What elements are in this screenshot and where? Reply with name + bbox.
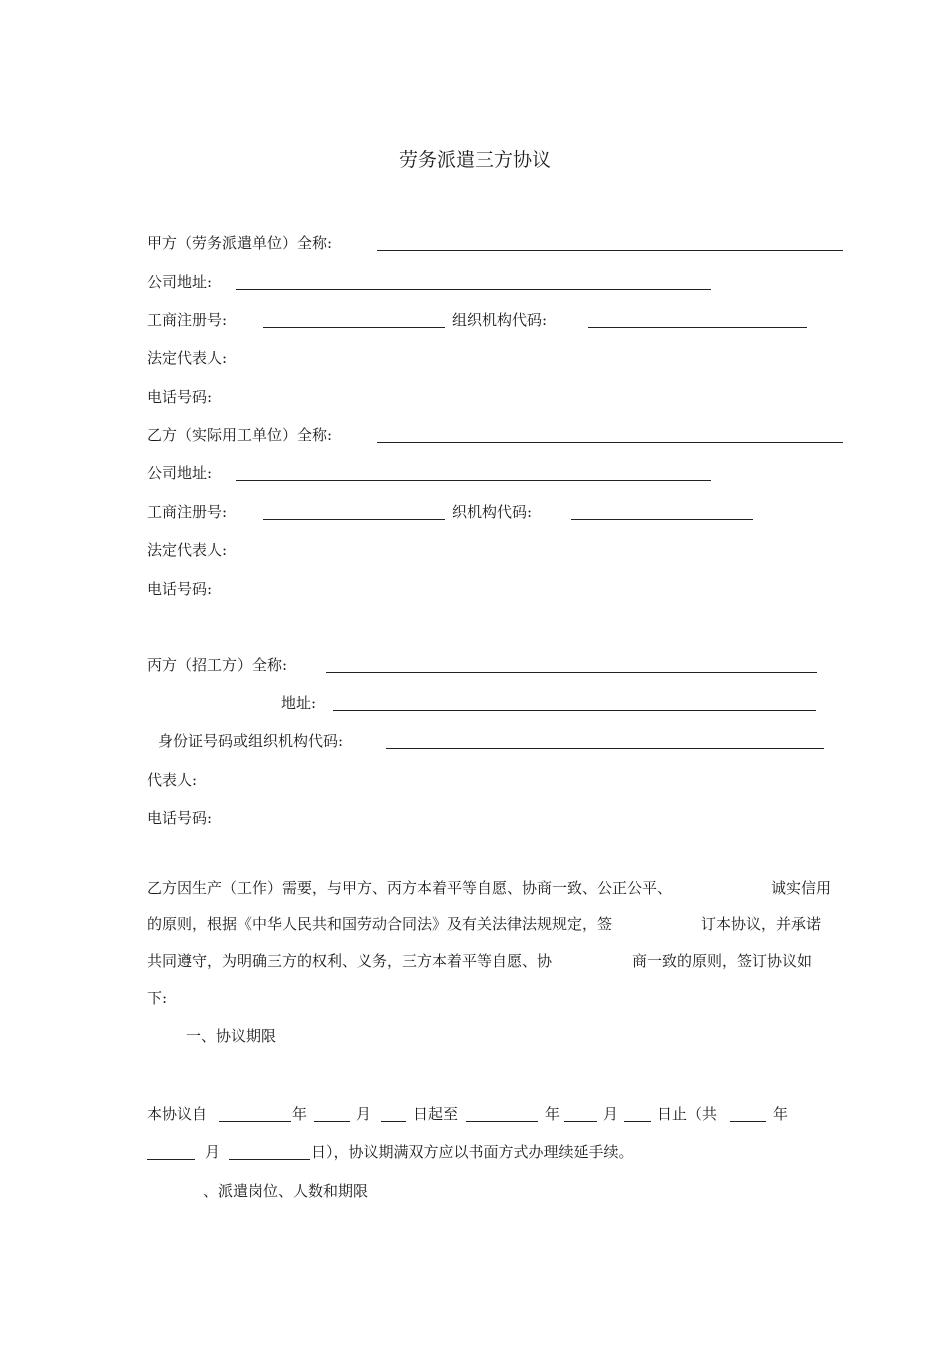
section-2-heading: 、派遣岗位、人数和期限 [203, 1182, 369, 1200]
intro-line-4: 下: [147, 989, 168, 1007]
party-a-org-code-field[interactable] [588, 327, 807, 328]
party-c-id-field[interactable] [386, 748, 824, 749]
start-day-field[interactable] [381, 1121, 406, 1122]
party-a-legal-rep-label: 法定代表人: [147, 349, 228, 367]
start-year-field[interactable] [219, 1121, 291, 1122]
start-year-unit: 年 [292, 1105, 308, 1123]
end-year-field[interactable] [466, 1121, 538, 1122]
party-a-reg-label: 工商注册号: [147, 311, 228, 329]
intro-line-2b: 订本协议，并承诺 [701, 915, 822, 933]
party-c-name-label: 丙方（招工方）全称: [147, 656, 288, 674]
party-b-reg-label: 工商注册号: [147, 503, 228, 521]
total-year-unit: 年 [773, 1105, 789, 1123]
end-year-unit: 年 [545, 1105, 561, 1123]
party-c-address-label: 地址: [281, 694, 317, 712]
end-month-field[interactable] [564, 1121, 597, 1122]
term-renewal-text: 日），协议期满双方应以书面方式办理续延手续。 [311, 1143, 634, 1161]
end-month-unit: 月 [603, 1105, 619, 1123]
intro-line-1a: 乙方因生产（工作）需要，与甲方、丙方本着平等自愿、协商一致、公正公平、 [147, 879, 673, 897]
party-a-reg-field[interactable] [263, 327, 445, 328]
party-c-rep-label: 代表人: [147, 771, 198, 789]
start-month-unit: 月 [356, 1105, 372, 1123]
start-month-field[interactable] [314, 1121, 350, 1122]
party-a-org-code-label: 组织机构代码: [452, 311, 548, 329]
party-b-org-code-label: 织机构代码: [452, 503, 533, 521]
start-day-unit: 日起至 [413, 1105, 459, 1123]
total-month-unit: 月 [205, 1143, 221, 1161]
end-day-field[interactable] [624, 1121, 651, 1122]
party-b-name-label: 乙方（实际用工单位）全称: [147, 426, 333, 444]
party-a-address-label: 公司地址: [147, 273, 213, 291]
page-title: 劳务派遣三方协议 [398, 149, 551, 171]
party-b-reg-field[interactable] [263, 519, 445, 520]
intro-line-1b: 诚实信用 [771, 879, 832, 897]
party-c-address-field[interactable] [333, 710, 816, 711]
party-b-org-code-field[interactable] [571, 519, 753, 520]
total-month-field[interactable] [147, 1159, 195, 1160]
party-a-name-field[interactable] [377, 250, 843, 251]
intro-line-3b: 商一致的原则，签订协议如 [632, 952, 813, 970]
party-a-name-label: 甲方（劳务派遣单位）全称: [147, 234, 333, 252]
party-b-legal-rep-label: 法定代表人: [147, 541, 228, 559]
total-year-field[interactable] [730, 1121, 766, 1122]
party-a-address-field[interactable] [236, 289, 711, 290]
party-c-phone-label: 电话号码: [147, 809, 213, 827]
party-c-id-label: 身份证号码或组织机构代码: [158, 732, 344, 750]
intro-line-3a: 共同遵守，为明确三方的权利、义务，三方本着平等自愿、协 [147, 952, 553, 970]
party-b-address-label: 公司地址: [147, 464, 213, 482]
section-1-heading: 一、协议期限 [186, 1027, 277, 1045]
total-day-field[interactable] [229, 1159, 310, 1160]
intro-line-2a: 的原则，根据《中华人民共和国劳动合同法》及有关法律法规规定，签 [147, 915, 613, 933]
party-b-name-field[interactable] [377, 442, 843, 443]
party-c-name-field[interactable] [326, 672, 817, 673]
party-b-address-field[interactable] [236, 480, 711, 481]
party-a-phone-label: 电话号码: [147, 388, 213, 406]
end-day-unit: 日止（共 [657, 1105, 718, 1123]
term-start-label: 本协议自 [147, 1105, 208, 1123]
party-b-phone-label: 电话号码: [147, 580, 213, 598]
